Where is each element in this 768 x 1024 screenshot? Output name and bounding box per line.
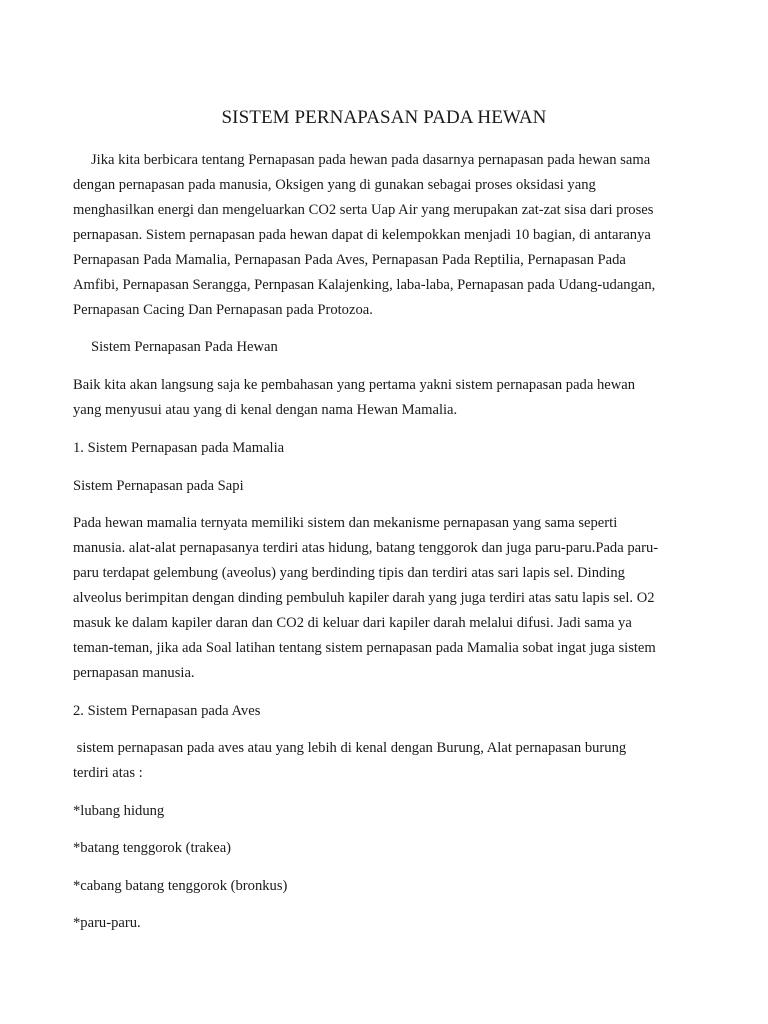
text-line: dengan pernapasan pada manusia, Oksigen yang di gunakan sebagai proses oksidasi yang: [73, 177, 596, 193]
paragraph-item-4: [73, 911, 697, 936]
text-line: Pada hewan mamalia ternyata memiliki sistem dan mekanisme pernapasan yang sama seperti: [73, 515, 618, 531]
text-line: masuk ke dalam kapiler daran dan CO2 di keluar dari kapiler darah melalui difusi. Jadi sama ya: [73, 615, 632, 631]
text-line: Pernapasan Pada Mamalia, Pernapasan Pada Aves, Pernapasan Pada Reptilia, Pernapasan Pada: [73, 252, 626, 268]
text-line: terdiri atas :: [73, 765, 143, 781]
text-line: *lubang hidung: [73, 803, 165, 819]
text-line: Sistem Pernapasan pada Sapi: [73, 478, 244, 494]
text-line: 2. Sistem Pernapasan pada Aves: [73, 703, 261, 719]
text-line: Baik kita akan langsung saja ke pembahasan yang pertama yakni sistem pernapasan pada hewan: [73, 377, 636, 393]
text-line: alveolus berimpitan dengan dinding pembuluh kapiler darah yang juga terdiri atas satu lapis sel. O2: [73, 590, 655, 606]
paragraph-subheading-sapi: [73, 474, 697, 499]
text-line: Jika kita berbicara tentang Pernapasan pada hewan pada dasarnya pernapasan pada hewan sama: [91, 152, 651, 168]
paragraph-aves-body: [73, 736, 697, 786]
text-line: manusia. alat-alat pernapasanya terdiri atas hidung, batang tenggorok dan juga paru-paru.Pada paru-: [73, 540, 659, 556]
text-line: yang menyusui atau yang di kenal dengan nama Hewan Mamalia.: [73, 402, 458, 418]
text-line: *batang tenggorok (trakea): [73, 840, 232, 856]
paragraph-item-2: [73, 836, 697, 861]
text-line: paru terdapat gelembung (aveolus) yang berdinding tipis dan terdiri atas sari lapis sel. Dinding: [73, 565, 625, 581]
paragraph-item-1: [73, 799, 697, 824]
text-line: menghasilkan energi dan mengeluarkan CO2 serta Uap Air yang merupakan zat-zat sisa dari proses: [73, 202, 654, 218]
text-line: teman-teman, jika ada Soal latihan tentang sistem pernapasan pada Mamalia sobat ingat juga sistem: [73, 640, 656, 656]
text-line: *paru-paru.: [73, 915, 141, 931]
paragraph-heading-1: [73, 436, 697, 461]
text-line: Pernapasan Cacing Dan Pernapasan pada Protozoa.: [73, 302, 373, 318]
paragraph-intro: [73, 148, 697, 323]
text-line: pernapasan. Sistem pernapasan pada hewan dapat di kelempokkan menjadi 10 bagian, di antaranya: [73, 227, 651, 243]
paragraph-lead: [73, 373, 697, 423]
text-line: *cabang batang tenggorok (bronkus): [73, 878, 288, 894]
paragraph-item-3: [73, 874, 697, 899]
document-title: SISTEM PERNAPASAN PADA HEWAN: [221, 107, 547, 128]
text-line: 1. Sistem Pernapasan pada Mamalia: [73, 440, 285, 456]
text-line: sistem pernapasan pada aves atau yang lebih di kenal dengan Burung, Alat pernapasan burung: [73, 740, 627, 756]
text-line: pernapasan manusia.: [73, 665, 195, 681]
text-line: Amfibi, Pernapasan Serangga, Pernpasan Kalajenking, laba-laba, Pernapasan pada Udang-udangan,: [73, 277, 656, 293]
paragraph-section-heading: [73, 335, 697, 360]
paragraph-heading-2: [73, 699, 697, 724]
paragraph-mamalia-body: [73, 511, 697, 686]
text-line: Sistem Pernapasan Pada Hewan: [91, 339, 278, 355]
